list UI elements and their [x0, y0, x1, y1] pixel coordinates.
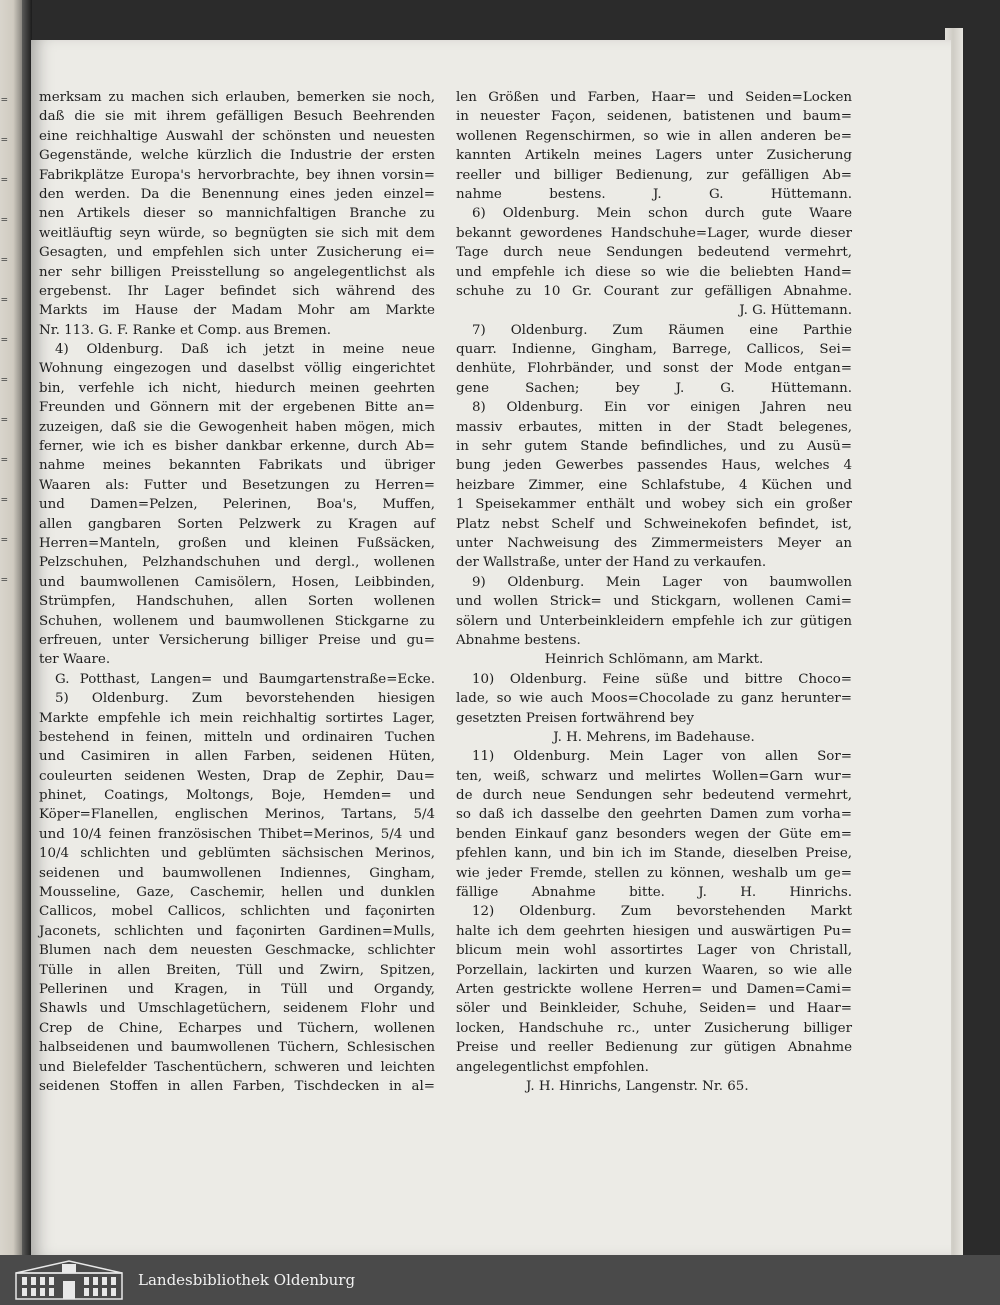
text-line: blicum mein wohl assortirtes Lager von Christall, — [456, 943, 852, 959]
text-line: Tage durch neue Sendungen bedeutend vermehrt, — [456, 245, 852, 261]
text-line: und baumwollenen Camisölern, Hosen, Leibbinden, — [39, 574, 435, 590]
text-line: nahme meines bekannten Fabrikats und übriger — [39, 458, 435, 474]
text-line: 1 Speisekammer enthält und wobey sich ein großer — [456, 497, 852, 513]
text-line: in sehr gutem Stande befindliches, und zu Ausü= — [456, 439, 852, 455]
text-line: 7) Oldenburg. Zum Räumen eine Parthie — [472, 322, 852, 338]
text-line: quarr. Indienne, Gingham, Barrege, Callicos, Sei= — [456, 342, 852, 358]
text-line: fällige Abnahme bitte. J. H. Hinrichs. — [456, 885, 852, 901]
text-line: sölern und Unterbeinkleidern empfehle ich zur gütigen — [456, 613, 852, 629]
text-line: ferner, wie ich es bisher dankbar erkenne, durch Ab= — [39, 439, 435, 455]
text-line: 11) Oldenburg. Mein Lager von allen Sor= — [472, 749, 852, 765]
text-line: angelegentlichst empfohlen. — [456, 1059, 649, 1075]
text-line: lade, so wie auch Moos=Chocolade zu ganz herunter= — [456, 691, 852, 707]
text-line: Gegenstände, welche kürzlich die Industrie der ersten — [39, 148, 435, 164]
text-line: Gesagten, und empfehlen sich unter Zusicherung ei= — [39, 245, 435, 261]
text-line: allen gangbaren Sorten Pelzwerk zu Kragen auf — [39, 516, 435, 532]
text-line: schuhe zu 10 Gr. Courant zur gefälligen Abnahme. — [456, 283, 852, 299]
text-line: Platz nebst Schelf und Schweinekofen befindet, ist, — [456, 516, 852, 532]
text-line: bung jeden Gewerbes passendes Haus, welches 4 — [456, 458, 852, 474]
text-line: Markte empfehle ich mein reichhaltig sortirtes Lager, — [39, 710, 435, 726]
text-line: 8) Oldenburg. Ein vor einigen Jahren neu — [472, 400, 852, 416]
hyphen-mark: = — [1, 213, 8, 226]
text-line: heizbare Zimmer, eine Schlafstube, 4 Küchen und — [456, 477, 852, 493]
text-line: Porzellain, lackirten und kurzen Waaren, so wie alle — [456, 962, 852, 978]
text-line: seidenen Stoffen in allen Farben, Tischdecken in al= — [39, 1078, 435, 1094]
text-line: ten, weiß, schwarz und melirtes Wollen=Garn wur= — [456, 768, 852, 784]
text-line: und empfehle ich diese so wie die beliebten Hand= — [456, 264, 852, 280]
hyphen-mark: = — [1, 453, 8, 466]
text-line: halte ich dem geehrten hiesigen und auswärtigen Pu= — [456, 923, 852, 939]
text-line: J. G. Hüttemann. — [739, 303, 852, 319]
text-line: reeller und billiger Bedienung, zur gefälligen Ab= — [456, 167, 852, 183]
document-page — [31, 40, 951, 1255]
text-line: 6) Oldenburg. Mein schon durch gute Waare — [472, 206, 852, 222]
text-line: couleurten seidenen Westen, Drap de Zephir, Dau= — [39, 768, 435, 784]
text-line: J. H. Hinrichs, Langenstr. Nr. 65. — [526, 1078, 749, 1094]
text-line: söler und Beinkleider, Schuhe, Seiden= und Haar= — [456, 1001, 852, 1017]
text-line: 5) Oldenburg. Zum bevorstehenden hiesigen — [55, 691, 435, 707]
library-name: Landesbibliothek Oldenburg — [138, 1271, 356, 1289]
text-line: Crep de Chine, Echarpes und Tüchern, wollenen — [39, 1020, 435, 1036]
text-line: Abnahme bestens. — [456, 632, 581, 648]
text-line: Fabrikplätze Europa's hervorbrachte, bey ihnen vorsin= — [39, 167, 435, 183]
hyphen-mark: = — [1, 533, 8, 546]
text-line: in neuester Façon, seidenen, batistenen und baum= — [456, 109, 852, 125]
hyphen-mark: = — [1, 293, 8, 306]
library-building-logo-icon — [14, 1259, 124, 1301]
text-line: 10) Oldenburg. Feine süße und bittre Choco= — [472, 671, 852, 687]
text-line: locken, Handschuhe rc., unter Zusicherung billiger — [456, 1020, 852, 1036]
text-line: der Wallstraße, unter der Hand zu verkaufen. — [456, 555, 767, 571]
text-line: de durch neue Sendungen sehr bedeutend vermehrt, — [456, 788, 852, 804]
text-line: bestehend in feinen, mitteln und ordinairen Tuchen — [39, 729, 435, 745]
hyphen-mark: = — [1, 493, 8, 506]
text-line: merksam zu machen sich erlauben, bemerken sie noch, — [39, 90, 435, 105]
text-line: gene Sachen; bey J. G. Hüttemann. — [456, 380, 852, 396]
text-line: benden Einkauf ganz besonders wegen der Güte em= — [456, 826, 852, 842]
text-line: weitläuftig seyn würde, so begnügten sie sich mit dem — [39, 225, 435, 241]
text-line: Pellerinen und Kragen, in Tüll und Organdy, — [39, 981, 435, 997]
text-line: Strümpfen, Handschuhen, allen Sorten wollenen — [39, 594, 435, 610]
text-line: und Bielefelder Taschentüchern, schweren und leichten — [39, 1059, 435, 1075]
text-line: Schuhen, wollenem und baumwollenen Stickgarne zu — [39, 613, 435, 629]
hyphen-mark: = — [1, 253, 8, 266]
text-line: halbseidenen und baumwollenen Tüchern, Schlesischen — [39, 1040, 435, 1056]
text-line: nahme bestens. J. G. Hüttemann. — [456, 186, 852, 202]
text-line: wie jeder Fremde, stellen zu können, weshalb um ge= — [456, 865, 852, 881]
text-line: Waaren als: Futter und Besetzungen zu Herren= — [39, 477, 435, 493]
text-line: len Größen und Farben, Haar= und Seiden=Locken — [456, 90, 852, 105]
text-line: Shawls und Umschlagetüchern, seidenem Flohr und — [39, 1001, 435, 1017]
text-line: bin, verfehle ich nicht, hiedurch meinen geehrten — [39, 380, 435, 396]
text-line: 10/4 schlichten und geblümten sächsischen Merinos, — [39, 846, 435, 862]
text-line: Tülle in allen Breiten, Tüll und Zwirn, Spitzen, — [39, 962, 435, 978]
hyphen-mark: = — [1, 573, 8, 586]
hyphen-mark: = — [1, 173, 8, 186]
text-line: und wollen Strick= und Stickgarn, wollenen Cami= — [456, 594, 852, 610]
text-line: Nr. 113. G. F. Ranke et Comp. aus Bremen. — [39, 322, 332, 338]
text-line: nen Artikels dieser so mannichfaltigen Branche zu — [39, 206, 435, 222]
text-line: Markts im Hause der Madam Mohr am Markte — [39, 303, 435, 319]
text-line: seidenen und baumwollenen Indiennes, Gingham, — [39, 865, 435, 881]
text-line: ergebenst. Ihr Lager befindet sich während des — [39, 283, 435, 299]
hyphen-mark: = — [1, 93, 8, 106]
left-text-column — [39, 88, 435, 1096]
library-footer-bar — [0, 1255, 1000, 1305]
text-line: ner sehr billigen Preisstellung so angelegentlichst als — [39, 264, 435, 280]
text-line: pfehlen kann, und bin ich im Stande, dieselben Preise, — [456, 846, 852, 862]
text-line: so daß ich dasselbe den geehrten Damen zum vorha= — [456, 807, 852, 823]
text-line: 12) Oldenburg. Zum bevorstehenden Markt — [472, 904, 852, 920]
text-line: Freunden und Gönnern mit der ergebenen Bitte an= — [39, 400, 435, 416]
previous-page-edge — [0, 0, 22, 1255]
text-line: 9) Oldenburg. Mein Lager von baumwollen — [472, 574, 852, 590]
text-line: G. Potthast, Langen= und Baumgartenstraße=Ecke. — [55, 671, 435, 687]
hyphen-mark: = — [1, 333, 8, 346]
text-line: Arten gestrickte wollene Herren= und Damen=Cami= — [456, 981, 852, 997]
text-line: Preise und reeller Bedienung zur gütigen Abnahme — [456, 1040, 852, 1056]
hyphen-mark: = — [1, 373, 8, 386]
text-line: und Damen=Pelzen, Pelerinen, Boa's, Muffen, — [39, 497, 435, 513]
previous-page-hyphen-marks — [1, 80, 17, 600]
text-line: unter Nachweisung des Zimmermeisters Meyer an — [456, 535, 852, 551]
text-line: bekannt gewordenes Handschuhe=Lager, wurde dieser — [456, 225, 852, 241]
text-line: Heinrich Schlömann, am Markt. — [544, 652, 764, 668]
hyphen-mark: = — [1, 133, 8, 146]
text-line: Köper=Flanellen, englischen Merinos, Tartans, 5/4 — [39, 807, 435, 823]
text-line: ter Waare. — [39, 652, 111, 668]
right-text-column — [456, 88, 852, 1096]
text-line: daß die sie mit ihrem gefälligen Besuch Beehrenden — [39, 109, 435, 125]
text-line: 4) Oldenburg. Daß ich jetzt in meine neue — [55, 342, 435, 358]
text-line: Blumen nach dem neuesten Geschmacke, schlichter — [39, 943, 435, 959]
hyphen-mark: = — [1, 413, 8, 426]
text-line: kannten Artikeln meines Lagers unter Zusicherung — [456, 148, 852, 164]
text-line: eine reichhaltige Auswahl der schönsten und neuesten — [39, 128, 435, 144]
text-line: massiv erbautes, mitten in der Stadt belegenes, — [456, 419, 852, 435]
text-line: Pelzschuhen, Pelzhandschuhen und dergl., wollenen — [39, 555, 435, 571]
text-line: zuzeigen, daß sie die Gewogenheit haben mögen, mich — [39, 419, 435, 435]
text-line: Wohnung eingezogen und daselbst völlig eingerichtet — [39, 361, 435, 377]
text-line: wollenen Regenschirmen, so wie in allen anderen be= — [456, 128, 852, 144]
text-line: J. H. Mehrens, im Badehause. — [553, 729, 755, 745]
text-line: und 10/4 feinen französischen Thibet=Merinos, 5/4 und — [39, 826, 435, 842]
text-line: gesetzten Preisen fortwährend bey — [456, 710, 694, 726]
text-line: Callicos, mobel Callicos, schlichten und façonirten — [39, 904, 435, 920]
text-line: erfreuen, unter Versicherung billiger Preise und gu= — [39, 632, 435, 648]
text-line: den werden. Da die Benennung eines jeden einzel= — [39, 186, 435, 202]
text-line: denhüte, Flohrbänder, und sonst der Mode entgan= — [456, 361, 852, 377]
text-line: Herren=Manteln, großen und kleinen Fußsäcken, — [39, 535, 435, 551]
text-line: phinet, Coatings, Moltongs, Boje, Hemden= und — [39, 788, 435, 804]
text-line: und Casimiren in allen Farben, seidenen Hüten, — [39, 749, 435, 765]
text-line: Jaconets, schlichten und façonirten Gardinen=Mulls, — [39, 923, 435, 939]
text-line: Mousseline, Gaze, Caschemir, hellen und dunklen — [39, 885, 435, 901]
